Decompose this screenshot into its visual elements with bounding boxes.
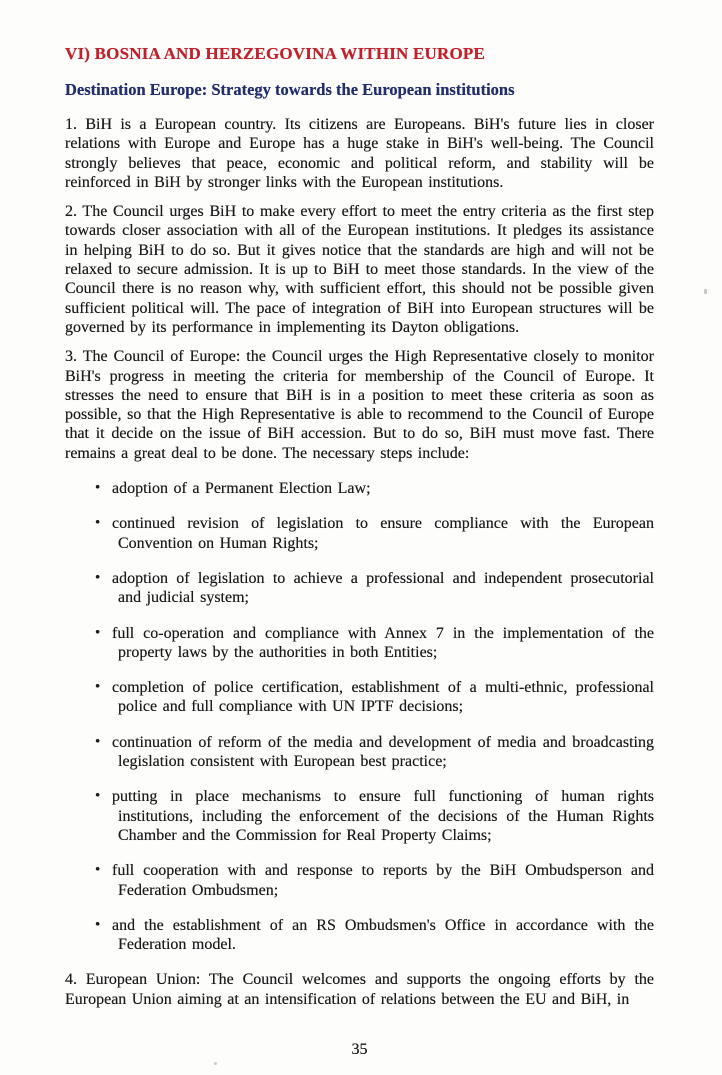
paragraph-4: 4. European Union: The Council welcomes and supports the ongoing efforts by the European Union aiming at an intensification of relations between the EU and BiH, in [65,971,654,1008]
paragraph-1: 1. BiH is a European country. Its citizens are Europeans. BiH's future lies in closer relations with Europe and Europe has a huge stake in BiH's well-being. The Council strongly believes that peace, economic and political reform, and stability will be reinforced in BiH by stronger links with the European institutions. [65,116,654,191]
section-heading: VI) BOSNIA AND HERZEGOVINA WITHIN EUROPE [65,44,486,63]
list-item-human-rights-institutions: • putting in place mechanisms to ensure full functioning of human rights institutions, including the enforcement of the decisions of the Human Rights Chamber and the Commission for Real Property Claims; [65,787,654,845]
subsection-heading: Destination Europe: Strategy towards the European institutions [65,80,515,99]
list-item-rs-ombudsmen-office: • and the establishment of an RS Ombudsmen's Office in accordance with the Federation model. [65,916,654,955]
list-item-ombudsperson-cooperation: • full cooperation with and response to reports by the BiH Ombudsperson and Federation Ombudsmen; [65,861,654,900]
scan-speck [214,1062,217,1065]
list-item-legislation-revision: • continued revision of legislation to ensure compliance with the European Convention on Human Rights; [65,514,654,553]
necessary-steps-list [65,479,654,954]
page-number: 35 [351,1040,368,1058]
paragraph-3: 3. The Council of Europe: the Council urges the High Representative closely to monitor BiH's progress in meeting the criteria for membership of the Council of Europe. It stresses the need to ensure that BiH is in a position to meet these criteria as soon as possible, so that the High Representative is able to recommend to the Council of Europe that it decide on the issue of BiH accession. But to do so, BiH must move fast. There remains a great deal to be done. The necessary steps include: [65,348,654,462]
list-item-media-reform: • continuation of reform of the media and development of media and broadcasting legislation consistent with European best practice; [65,733,654,772]
list-item-election-law: • adoption of a Permanent Election Law; [65,479,654,498]
paragraph-2: 2. The Council urges BiH to make every effort to meet the entry criteria as the first step towards closer association with all of the European institutions. It pledges its assistance in helping BiH to do so. But it gives notice that the standards are high and will not be relaxed to secure admission. It is up to BiH to meet those standards. In the view of the Council there is no reason why, with sufficient effort, this should not be possible given sufficient political will. The pace of integration of BiH into European structures will be governed by its performance in implementing its Dayton obligations. [65,203,654,336]
list-item-police-certification: • completion of police certification, establishment of a multi-ethnic, professional police and full compliance with UN IPTF decisions; [65,678,654,717]
list-item-annex-7: • full co-operation and compliance with Annex 7 in the implementation of the property laws by the authorities in both Entities; [65,624,654,663]
scan-speck [704,289,707,294]
list-item-judicial-system: • adoption of legislation to achieve a professional and independent prosecutorial and judicial system; [65,569,654,608]
